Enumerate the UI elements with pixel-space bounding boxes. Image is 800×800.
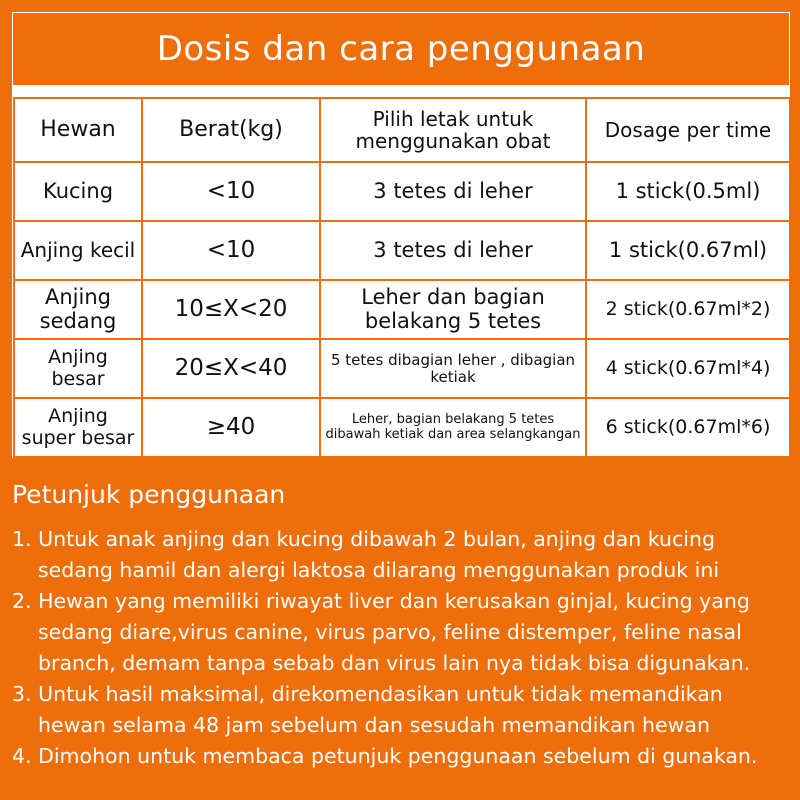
panel-title: Dosis dan cara penggunaan — [13, 13, 789, 85]
cell-dosage: 1 stick(0.67ml) — [586, 221, 790, 280]
instructions-title: Petunjuk penggunaan — [12, 480, 286, 509]
cell-weight: 20≤X<40 — [142, 339, 320, 398]
list-item: 2. Hewan yang memiliki riwayat liver dan kerusakan ginjal, kucing yang sedang diare,virus canine, virus parvo, feline distemper, feline nasal branch, demam tanpa sebab dan virus lain nya tidak bisa digunakan. — [12, 589, 751, 675]
cell-location: 5 tetes dibagian leher , dibagian ketiak — [320, 339, 586, 398]
list-item: 3. Untuk hasil maksimal, direkomendasikan untuk tidak memandikan hewan selama 48 jam sebelum dan sesudah memandikan hewan — [12, 682, 723, 737]
header-location: Pilih letak untuk menggunakan obat — [320, 98, 586, 162]
header-weight: Berat(kg) — [142, 98, 320, 162]
instructions-list — [12, 524, 792, 772]
cell-location: Leher, bagian belakang 5 tetes dibawah ketiak dan area selangkangan — [320, 398, 586, 457]
cell-location: 3 tetes di leher — [320, 221, 586, 280]
header-animal: Hewan — [14, 98, 142, 162]
cell-location: 3 tetes di leher — [320, 162, 586, 221]
cell-location: Leher dan bagian belakang 5 tetes — [320, 280, 586, 339]
cell-weight: ≥40 — [142, 398, 320, 457]
list-item: 4. Dimohon untuk membaca petunjuk penggunaan sebelum di gunakan. — [12, 744, 758, 768]
table-row — [14, 280, 790, 339]
cell-animal: Anjing sedang — [14, 280, 142, 339]
dosage-table — [13, 97, 791, 458]
cell-dosage: 6 stick(0.67ml*6) — [586, 398, 790, 457]
cell-animal: Anjing super besar — [14, 398, 142, 457]
cell-weight: <10 — [142, 162, 320, 221]
cell-animal: Kucing — [14, 162, 142, 221]
cell-dosage: 2 stick(0.67ml*2) — [586, 280, 790, 339]
cell-dosage: 4 stick(0.67ml*4) — [586, 339, 790, 398]
cell-weight: <10 — [142, 221, 320, 280]
list-item: 1. Untuk anak anjing dan kucing dibawah 2 bulan, anjing dan kucing sedang hamil dan alergi laktosa dilarang menggunakan produk ini — [12, 527, 720, 582]
table-row — [14, 162, 790, 221]
table-row — [14, 221, 790, 280]
table-row — [14, 398, 790, 457]
cell-dosage: 1 stick(0.5ml) — [586, 162, 790, 221]
cell-weight: 10≤X<20 — [142, 280, 320, 339]
table-header-row — [14, 98, 790, 162]
dosage-panel — [12, 12, 790, 458]
cell-animal: Anjing kecil — [14, 221, 142, 280]
cell-animal: Anjing besar — [14, 339, 142, 398]
table-row — [14, 339, 790, 398]
header-dosage: Dosage per time — [586, 98, 790, 162]
